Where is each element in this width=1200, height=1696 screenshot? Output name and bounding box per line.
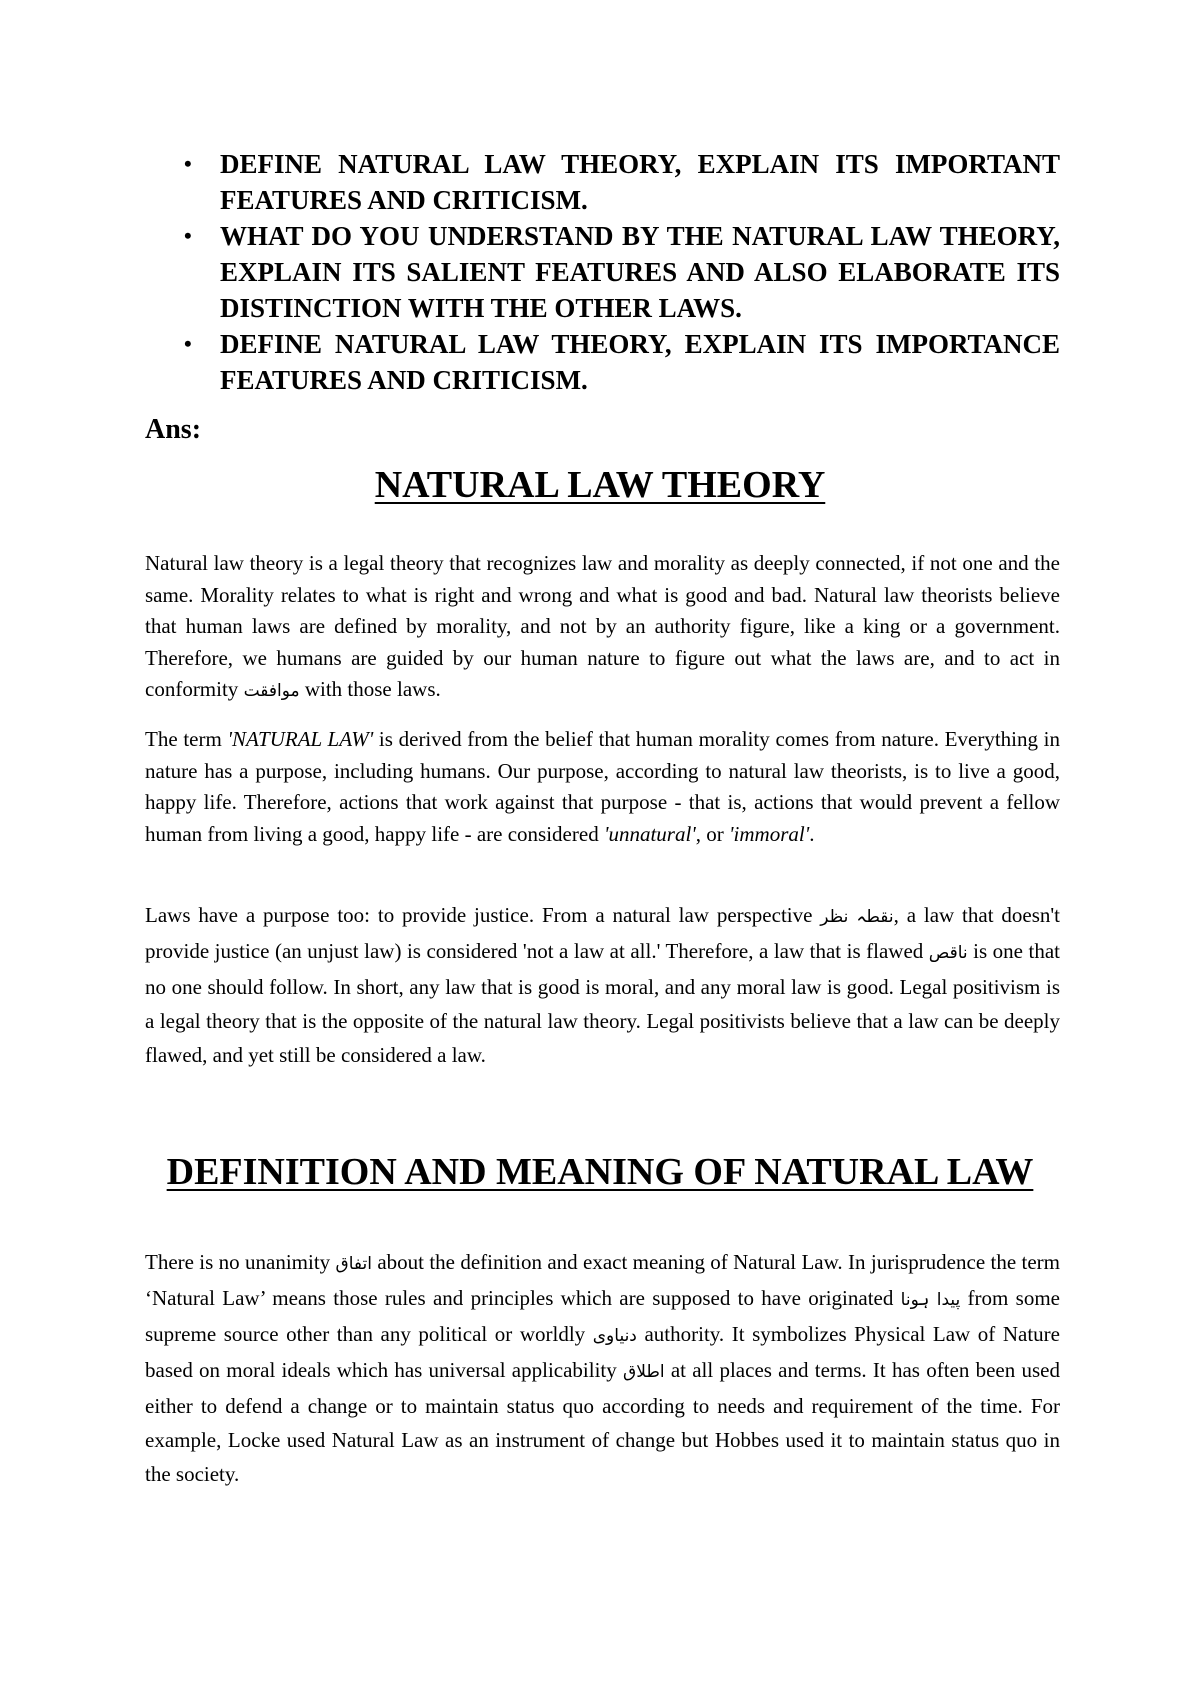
text-run: at all places and terms. It has often been used either to defend a change or to maintain status quo according to needs and requirement of the time. For example, Locke used Natural Law as an instrument of change but Hobbes used it to maintain status quo in the society. — [145, 1358, 1060, 1486]
text-run: from some supreme source other than any political or worldly — [145, 1286, 1060, 1346]
question-item — [182, 326, 1060, 398]
question-item — [182, 146, 1060, 218]
section-heading-natural-law-theory: NATURAL LAW THEORY — [374, 464, 826, 506]
text-run: , a law that doesn't provide justice (an unjust law) is considered 'not a law at all.' Therefore, a law that is flawed — [145, 903, 1061, 963]
urdu-gloss: ناقص — [928, 943, 968, 963]
answer-label: Ans: — [145, 414, 202, 445]
emphasis-term: 'NATURAL LAW' — [227, 727, 374, 751]
urdu-gloss: پیدا ہونا — [900, 1290, 961, 1310]
paragraph-purpose — [145, 898, 1060, 1072]
text-run: about the definition and exact meaning of Natural Law. In jurisprudence the term ‘Natural Law’ means those rules and principles which are supposed to have originated — [145, 1250, 1060, 1310]
text-run: Laws have a purpose too: to provide justice. From a natural law perspective — [145, 903, 821, 927]
text-run: is one that no one should follow. In short, any law that is good is moral, and any moral law is good. Legal positivism is a legal theory that is the opposite of the natural law theory. Legal positivists believe that a law can be deeply flawed, and yet still be considered a law. — [145, 939, 1060, 1067]
text-run: , or — [695, 821, 730, 846]
text-run: with those laws. — [299, 677, 441, 701]
bullet-icon: • — [184, 223, 192, 248]
emphasis-immoral: 'immoral' — [729, 821, 810, 846]
emphasis-unnatural: 'unnatural' — [603, 821, 696, 846]
urdu-gloss: نقطہ نظر — [820, 907, 894, 927]
question-list — [182, 146, 1060, 398]
text-run: . — [809, 821, 815, 846]
question-text: DEFINE NATURAL LAW THEORY, EXPLAIN ITS IMPORTANCE FEATURES AND CRITICISM. — [220, 329, 1060, 395]
question-item — [182, 218, 1060, 326]
text-run: Natural law theory is a legal theory that recognizes law and morality as deeply connected, if not one and the same. Morality relates to what is right and wrong and what is good and bad. Natural law theorists believe that human laws are defined by morality, and not by an authority figure, like a king or a government. Therefore, we humans are guided by our human nature to figure out what the laws are, and to act in conformity — [145, 551, 1060, 701]
text-run: The term — [145, 727, 228, 751]
paragraph-intro — [145, 548, 1060, 708]
bullet-icon: • — [184, 331, 192, 356]
text-run: authority. It symbolizes Physical Law of Nature based on moral ideals which has universal applicability — [145, 1322, 1060, 1382]
urdu-gloss: موافقت — [243, 681, 300, 701]
paragraph-definition — [145, 1245, 1060, 1491]
urdu-gloss: اتفاق — [335, 1254, 372, 1274]
paragraph-term — [145, 724, 1060, 850]
text-run: is derived from the belief that human morality comes from nature. Everything in nature has a purpose, including humans. Our purpose, according to natural law theorists, is to live a good, happy life. Therefore, actions that work against that purpose - that is, actions that would prevent a fellow human from living a good, happy life - are considered — [145, 727, 1060, 846]
bullet-icon: • — [184, 151, 192, 176]
urdu-gloss: دنیاوی — [592, 1326, 637, 1346]
section-heading-definition: DEFINITION AND MEANING OF NATURAL LAW — [166, 1151, 1034, 1193]
question-text: DEFINE NATURAL LAW THEORY, EXPLAIN ITS IMPORTANT FEATURES AND CRITICISM. — [220, 149, 1060, 215]
text-run: There is no unanimity — [145, 1250, 336, 1274]
urdu-gloss: اطلاق — [623, 1362, 665, 1382]
question-text: WHAT DO YOU UNDERSTAND BY THE NATURAL LAW THEORY, EXPLAIN ITS SALIENT FEATURES AND ALSO ELABORATE ITS DISTINCTION WITH THE OTHER LAWS. — [220, 221, 1060, 323]
